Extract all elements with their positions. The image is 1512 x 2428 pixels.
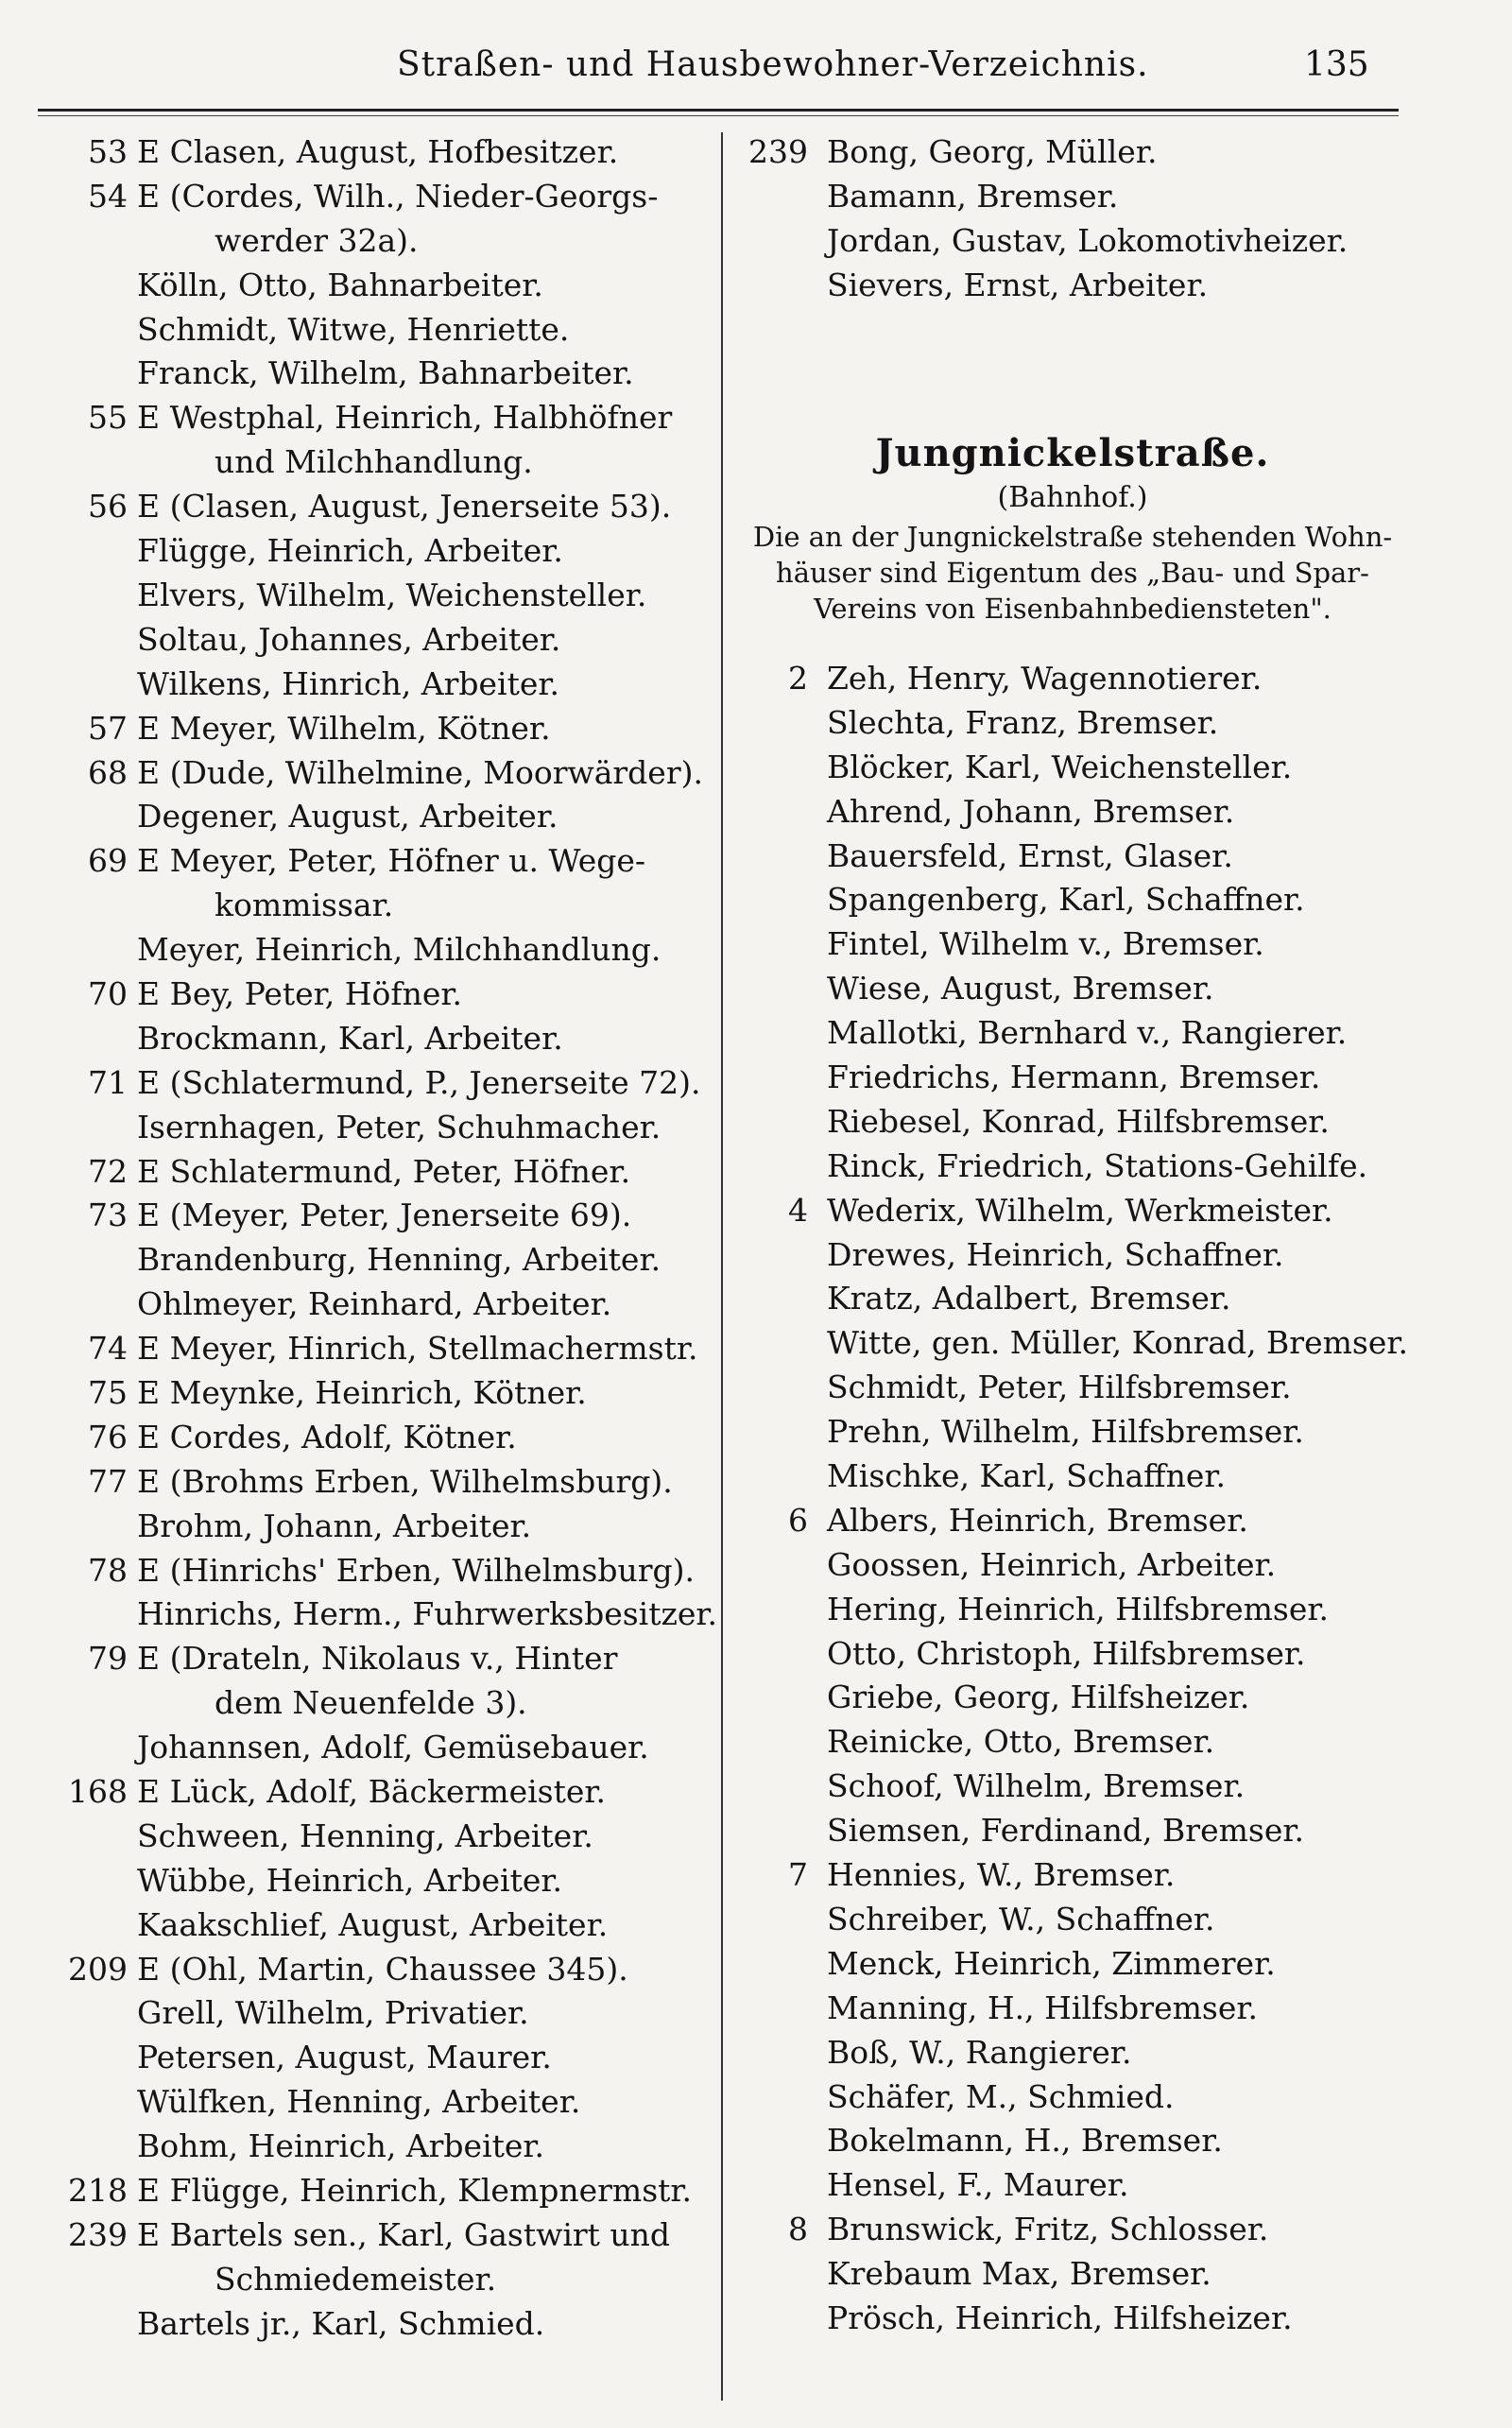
entry-text: Riebesel, Konrad, Hilfsbremser. bbox=[827, 1102, 1330, 1140]
directory-entry bbox=[47, 529, 718, 574]
entry-text: Degener, August, Arbeiter. bbox=[137, 798, 558, 835]
entry-text: Friedrichs, Hermann, Bremser. bbox=[827, 1059, 1321, 1096]
entry-text: E (Dude, Wilhelmine, Moorwärder). bbox=[137, 753, 703, 791]
directory-entry bbox=[732, 746, 1413, 790]
house-number: 79 bbox=[88, 1640, 128, 1678]
house-number: 70 bbox=[88, 974, 128, 1012]
entry-text: Brockmann, Karl, Arbeiter. bbox=[137, 1019, 563, 1057]
entry-text: Ohlmeyer, Reinhard, Arbeiter. bbox=[137, 1285, 612, 1323]
house-number: 55 bbox=[88, 399, 128, 437]
entry-text: E (Hinrichs' Erben, Wilhelmsburg). bbox=[137, 1551, 696, 1589]
directory-entry bbox=[732, 1499, 1413, 1543]
entry-text: Brandenburg, Henning, Arbeiter. bbox=[137, 1241, 662, 1279]
entry-text: Reinicke, Otto, Bremser. bbox=[827, 1723, 1215, 1761]
directory-entry bbox=[47, 396, 718, 485]
entry-text: Sievers, Ernst, Arbeiter. bbox=[827, 266, 1209, 303]
entry-continuation: dem Neuenfelde 3). bbox=[215, 1684, 527, 1722]
directory-entry bbox=[47, 1948, 718, 1992]
house-number: 54 bbox=[88, 177, 128, 215]
entry-continuation: kommissar. bbox=[215, 887, 394, 924]
entry-text: Schmidt, Peter, Hilfsbremser. bbox=[827, 1369, 1292, 1406]
directory-entry bbox=[47, 1815, 718, 1859]
directory-entry bbox=[732, 1987, 1413, 2031]
directory-entry bbox=[732, 1277, 1413, 1321]
directory-entry bbox=[47, 2125, 718, 2169]
entry-text: Grell, Wilhelm, Privatier. bbox=[137, 1994, 529, 2032]
entry-text: Siemsen, Ferdinand, Bremser. bbox=[827, 1812, 1304, 1850]
directory-entry bbox=[47, 663, 718, 707]
directory-entry bbox=[47, 1416, 718, 1460]
entry-text: Schmidt, Witwe, Henriette. bbox=[137, 310, 570, 348]
house-number: 72 bbox=[88, 1152, 128, 1190]
directory-entry bbox=[47, 2213, 718, 2302]
entry-text: E Bartels sen., Karl, Gastwirt und bbox=[137, 2215, 671, 2253]
entry-text: Wederix, Wilhelm, Werkmeister. bbox=[827, 1191, 1333, 1229]
entry-text: Bamann, Bremser. bbox=[827, 177, 1119, 215]
entry-text: E (Brohms Erben, Wilhelmsburg). bbox=[137, 1462, 673, 1500]
entry-text: Jordan, Gustav, Lokomotivheizer. bbox=[827, 221, 1349, 259]
house-number: 73 bbox=[88, 1197, 128, 1234]
house-number: 56 bbox=[88, 488, 128, 525]
left-column bbox=[47, 130, 718, 2347]
entry-text: Rinck, Friedrich, Stations-Gehilfe. bbox=[827, 1146, 1368, 1184]
directory-entry bbox=[47, 574, 718, 618]
entry-text: E Cordes, Adolf, Kötner. bbox=[137, 1418, 517, 1455]
entry-text: Mischke, Karl, Schaffner. bbox=[827, 1457, 1227, 1495]
directory-entry bbox=[47, 2302, 718, 2347]
entry-text: E Bey, Peter, Höfner. bbox=[137, 974, 463, 1012]
directory-entry bbox=[732, 1056, 1413, 1100]
entry-text: Ahrend, Johann, Bremser. bbox=[827, 792, 1235, 830]
street-heading-block bbox=[732, 430, 1413, 627]
street-note-line: häuser sind Eigentum des „Bau- und Spar- bbox=[776, 557, 1369, 589]
directory-entry bbox=[732, 1543, 1413, 1588]
house-number: 68 bbox=[88, 753, 128, 791]
house-number: 78 bbox=[88, 1551, 128, 1589]
directory-entry bbox=[47, 352, 718, 396]
directory-entry bbox=[732, 219, 1413, 264]
entry-text: Meyer, Heinrich, Milchhandlung. bbox=[137, 931, 662, 969]
entry-text: Wilkens, Hinrich, Arbeiter. bbox=[137, 664, 560, 702]
house-number: 218 bbox=[68, 2172, 128, 2210]
directory-entry bbox=[47, 175, 718, 264]
entry-text: Schäfer, M., Schmied. bbox=[827, 2077, 1175, 2115]
entry-text: Goossen, Heinrich, Arbeiter. bbox=[827, 1545, 1277, 1583]
entry-text: Slechta, Franz, Bremser. bbox=[827, 703, 1219, 741]
directory-entry bbox=[732, 922, 1413, 967]
street-subtitle: (Bahnhof.) bbox=[997, 481, 1148, 514]
house-number: 76 bbox=[88, 1418, 128, 1455]
directory-entry bbox=[732, 1410, 1413, 1455]
directory-entry bbox=[47, 973, 718, 1017]
directory-entry bbox=[732, 790, 1413, 835]
entry-text: Zeh, Henry, Wagennotierer. bbox=[827, 660, 1263, 697]
entry-text: Brohm, Johann, Arbeiter. bbox=[137, 1507, 532, 1544]
house-number: 4 bbox=[788, 1191, 808, 1229]
directory-entry bbox=[47, 1371, 718, 1416]
directory-entry bbox=[47, 1859, 718, 1903]
entry-text: Wübbe, Heinrich, Arbeiter. bbox=[137, 1861, 562, 1899]
entry-text: Bokelmann, H., Bremser. bbox=[827, 2122, 1223, 2160]
directory-entry bbox=[47, 1017, 718, 1061]
directory-entry bbox=[732, 2297, 1413, 2341]
entry-text: Soltau, Johannes, Arbeiter. bbox=[137, 620, 561, 658]
directory-entry bbox=[732, 835, 1413, 879]
directory-entry bbox=[47, 1637, 718, 1726]
entry-text: Bong, Georg, Müller. bbox=[827, 133, 1158, 170]
entry-text: Isernhagen, Peter, Schuhmacher. bbox=[137, 1108, 662, 1145]
entry-text: Johannsen, Adolf, Gemüsebauer. bbox=[137, 1729, 649, 1766]
directory-entry bbox=[732, 1898, 1413, 1942]
entry-text: E Meynke, Heinrich, Kötner. bbox=[137, 1373, 587, 1411]
house-number: 57 bbox=[88, 709, 128, 747]
house-number: 8 bbox=[788, 2211, 808, 2248]
directory-entry bbox=[732, 175, 1413, 219]
directory-entry bbox=[47, 1726, 718, 1770]
entry-text: E Meyer, Peter, Höfner u. Wege- bbox=[137, 842, 646, 880]
street-note-line: Vereins von Eisenbahnbediensteten". bbox=[814, 593, 1332, 625]
directory-entry bbox=[47, 618, 718, 663]
house-number: 77 bbox=[88, 1462, 128, 1500]
house-number: 74 bbox=[88, 1330, 128, 1368]
directory-entry bbox=[47, 1460, 718, 1505]
directory-entry bbox=[47, 1283, 718, 1327]
directory-entry bbox=[47, 795, 718, 839]
directory-entry bbox=[732, 1189, 1413, 1233]
directory-entry bbox=[732, 1720, 1413, 1765]
entry-continuation: Schmiedemeister. bbox=[215, 2260, 497, 2298]
directory-entry bbox=[732, 2031, 1413, 2075]
entry-text: Mallotki, Bernhard v., Rangierer. bbox=[827, 1014, 1348, 1052]
column-divider bbox=[721, 132, 723, 2401]
entry-continuation: und Milchhandlung. bbox=[215, 443, 533, 481]
directory-entry bbox=[47, 2036, 718, 2080]
house-number: 239 bbox=[748, 133, 808, 170]
house-number: 168 bbox=[68, 1773, 128, 1811]
directory-entry bbox=[732, 1632, 1413, 1677]
street-title: Jungnickelstraße. bbox=[875, 431, 1270, 475]
directory-entry bbox=[47, 1505, 718, 1549]
running-title: Straßen- und Hausbewohner-Verzeichnis. bbox=[397, 45, 1149, 84]
entry-text: Wiese, August, Bremser. bbox=[827, 970, 1214, 1007]
entry-text: Wülfken, Henning, Arbeiter. bbox=[137, 2083, 581, 2121]
directory-entry bbox=[47, 485, 718, 529]
entry-text: Bohm, Heinrich, Arbeiter. bbox=[137, 2127, 545, 2165]
entry-text: Flügge, Heinrich, Arbeiter. bbox=[137, 532, 563, 570]
entry-text: Krebaum Max, Bremser. bbox=[827, 2255, 1211, 2293]
entry-text: Franck, Wilhelm, Bahnarbeiter. bbox=[137, 354, 634, 392]
entry-text: E (Schlatermund, P., Jenerseite 72). bbox=[137, 1063, 701, 1101]
directory-entry bbox=[732, 1366, 1413, 1410]
directory-entry bbox=[47, 707, 718, 751]
house-number: 6 bbox=[788, 1501, 808, 1539]
entry-text: Hinrichs, Herm., Fuhrwerksbesitzer. bbox=[137, 1595, 718, 1633]
entry-text: Elvers, Wilhelm, Weichensteller. bbox=[137, 576, 647, 613]
directory-entry bbox=[732, 1765, 1413, 1809]
entry-text: Schoof, Wilhelm, Bremser. bbox=[827, 1767, 1246, 1805]
directory-entry bbox=[732, 2163, 1413, 2208]
directory-entry bbox=[47, 2169, 718, 2213]
house-number: 75 bbox=[88, 1373, 128, 1411]
house-number: 239 bbox=[68, 2215, 128, 2253]
entry-text: Prehn, Wilhelm, Hilfsbremser. bbox=[827, 1413, 1304, 1451]
entry-continuation: werder 32a). bbox=[215, 221, 419, 259]
entry-text: Fintel, Wilhelm v., Bremser. bbox=[827, 925, 1264, 963]
entry-text: Spangenberg, Karl, Schaffner. bbox=[827, 881, 1305, 919]
house-number: 7 bbox=[788, 1856, 808, 1894]
entry-text: E Lück, Adolf, Bäckermeister. bbox=[137, 1773, 607, 1811]
directory-entry bbox=[732, 967, 1413, 1011]
entry-text: E (Cordes, Wilh., Nieder-Georgs- bbox=[137, 177, 659, 215]
page-number: 135 bbox=[1304, 45, 1369, 84]
directory-entry bbox=[47, 264, 718, 308]
entry-text: Prösch, Heinrich, Hilfsheizer. bbox=[827, 2299, 1293, 2336]
entry-text: Bartels jr., Karl, Schmied. bbox=[137, 2304, 545, 2342]
directory-entry bbox=[47, 308, 718, 353]
directory-entry bbox=[732, 130, 1413, 175]
house-number: 71 bbox=[88, 1063, 128, 1101]
directory-entry bbox=[732, 1676, 1413, 1720]
directory-entry bbox=[47, 1150, 718, 1195]
directory-entry bbox=[47, 928, 718, 973]
entry-text: Kratz, Adalbert, Bremser. bbox=[827, 1280, 1231, 1317]
directory-entry bbox=[732, 657, 1413, 701]
entry-text: Otto, Christoph, Hilfsbremser. bbox=[827, 1634, 1306, 1672]
directory-entry bbox=[732, 2119, 1413, 2163]
entry-text: Bauersfeld, Ernst, Glaser. bbox=[827, 836, 1233, 874]
directory-entry bbox=[47, 1593, 718, 1637]
house-number: 2 bbox=[788, 660, 808, 697]
directory-entry bbox=[732, 2075, 1413, 2120]
directory-entry bbox=[732, 1942, 1413, 1987]
right-column-top bbox=[732, 130, 1413, 308]
directory-entry bbox=[732, 1455, 1413, 1499]
directory-entry bbox=[732, 1233, 1413, 1278]
directory-entry bbox=[732, 1809, 1413, 1853]
directory-entry bbox=[47, 1106, 718, 1150]
directory-entry bbox=[47, 1238, 718, 1283]
directory-entry bbox=[47, 839, 718, 928]
directory-entry bbox=[47, 1991, 718, 2036]
entry-text: E (Ohl, Martin, Chaussee 345). bbox=[137, 1950, 628, 1988]
entry-text: Hensel, F., Maurer. bbox=[827, 2166, 1129, 2204]
entry-text: Brunswick, Fritz, Schlosser. bbox=[827, 2211, 1269, 2248]
directory-entry bbox=[732, 1853, 1413, 1898]
entry-text: E Meyer, Hinrich, Stellmachermstr. bbox=[137, 1330, 698, 1368]
directory-entry bbox=[47, 1327, 718, 1371]
directory-entry bbox=[732, 1321, 1413, 1366]
directory-entry bbox=[732, 1100, 1413, 1145]
entry-text: Blöcker, Karl, Weichensteller. bbox=[827, 748, 1293, 785]
entry-text: Schween, Henning, Arbeiter. bbox=[137, 1817, 593, 1854]
entry-text: Boß, W., Rangierer. bbox=[827, 2033, 1132, 2071]
entry-text: Kaakschlief, August, Arbeiter. bbox=[137, 1905, 609, 1943]
directory-entry bbox=[732, 264, 1413, 308]
house-number: 69 bbox=[88, 842, 128, 880]
page-header bbox=[38, 45, 1399, 102]
entry-text: Schreiber, W., Schaffner. bbox=[827, 1900, 1215, 1937]
entry-text: E (Meyer, Peter, Jenerseite 69). bbox=[137, 1197, 632, 1234]
directory-entry bbox=[47, 1770, 718, 1815]
directory-entry bbox=[47, 1194, 718, 1238]
directory-entry bbox=[732, 1588, 1413, 1632]
directory-entry bbox=[732, 878, 1413, 922]
entry-text: Manning, H., Hilfsbremser. bbox=[827, 1989, 1258, 2026]
directory-entry bbox=[47, 130, 718, 175]
entry-text: E Schlatermund, Peter, Höfner. bbox=[137, 1152, 631, 1190]
directory-entry bbox=[47, 2080, 718, 2125]
street-note-line: Die an der Jungnickelstraße stehenden Wohn- bbox=[752, 521, 1393, 553]
entry-text: Albers, Heinrich, Bremser. bbox=[827, 1501, 1248, 1539]
house-number: 53 bbox=[88, 133, 128, 170]
directory-entry bbox=[47, 1549, 718, 1593]
right-column-bottom bbox=[732, 657, 1413, 2341]
entry-text: Hennies, W., Bremser. bbox=[827, 1856, 1176, 1894]
entry-text: Witte, gen. Müller, Konrad, Bremser. bbox=[827, 1324, 1409, 1362]
directory-entry bbox=[732, 701, 1413, 746]
house-number: 209 bbox=[68, 1950, 128, 1988]
entry-text: E Meyer, Wilhelm, Kötner. bbox=[137, 709, 551, 747]
directory-entry bbox=[732, 2252, 1413, 2297]
header-rule-thin bbox=[38, 115, 1399, 116]
directory-entry bbox=[47, 1061, 718, 1106]
entry-text: E Westphal, Heinrich, Halbhöfner bbox=[137, 399, 673, 437]
directory-entry bbox=[47, 751, 718, 796]
directory-entry bbox=[732, 2208, 1413, 2252]
directory-entry bbox=[732, 1011, 1413, 1056]
entry-text: E Flügge, Heinrich, Klempnermstr. bbox=[137, 2172, 693, 2210]
entry-text: E (Clasen, August, Jenerseite 53). bbox=[137, 488, 672, 525]
entry-text: E Clasen, August, Hofbesitzer. bbox=[137, 133, 619, 170]
entry-text: Griebe, Georg, Hilfsheizer. bbox=[827, 1679, 1250, 1716]
entry-text: Kölln, Otto, Bahnarbeiter. bbox=[137, 266, 543, 303]
entry-text: Menck, Heinrich, Zimmerer. bbox=[827, 1944, 1276, 1982]
directory-entry bbox=[732, 1145, 1413, 1189]
entry-text: Petersen, August, Maurer. bbox=[137, 2039, 552, 2076]
entry-text: Hering, Heinrich, Hilfsbremser. bbox=[827, 1590, 1330, 1627]
entry-text: E (Drateln, Nikolaus v., Hinter bbox=[137, 1640, 618, 1678]
directory-entry bbox=[47, 1903, 718, 1948]
header-rule-thick bbox=[38, 109, 1399, 112]
entry-text: Drewes, Heinrich, Schaffner. bbox=[827, 1235, 1284, 1273]
